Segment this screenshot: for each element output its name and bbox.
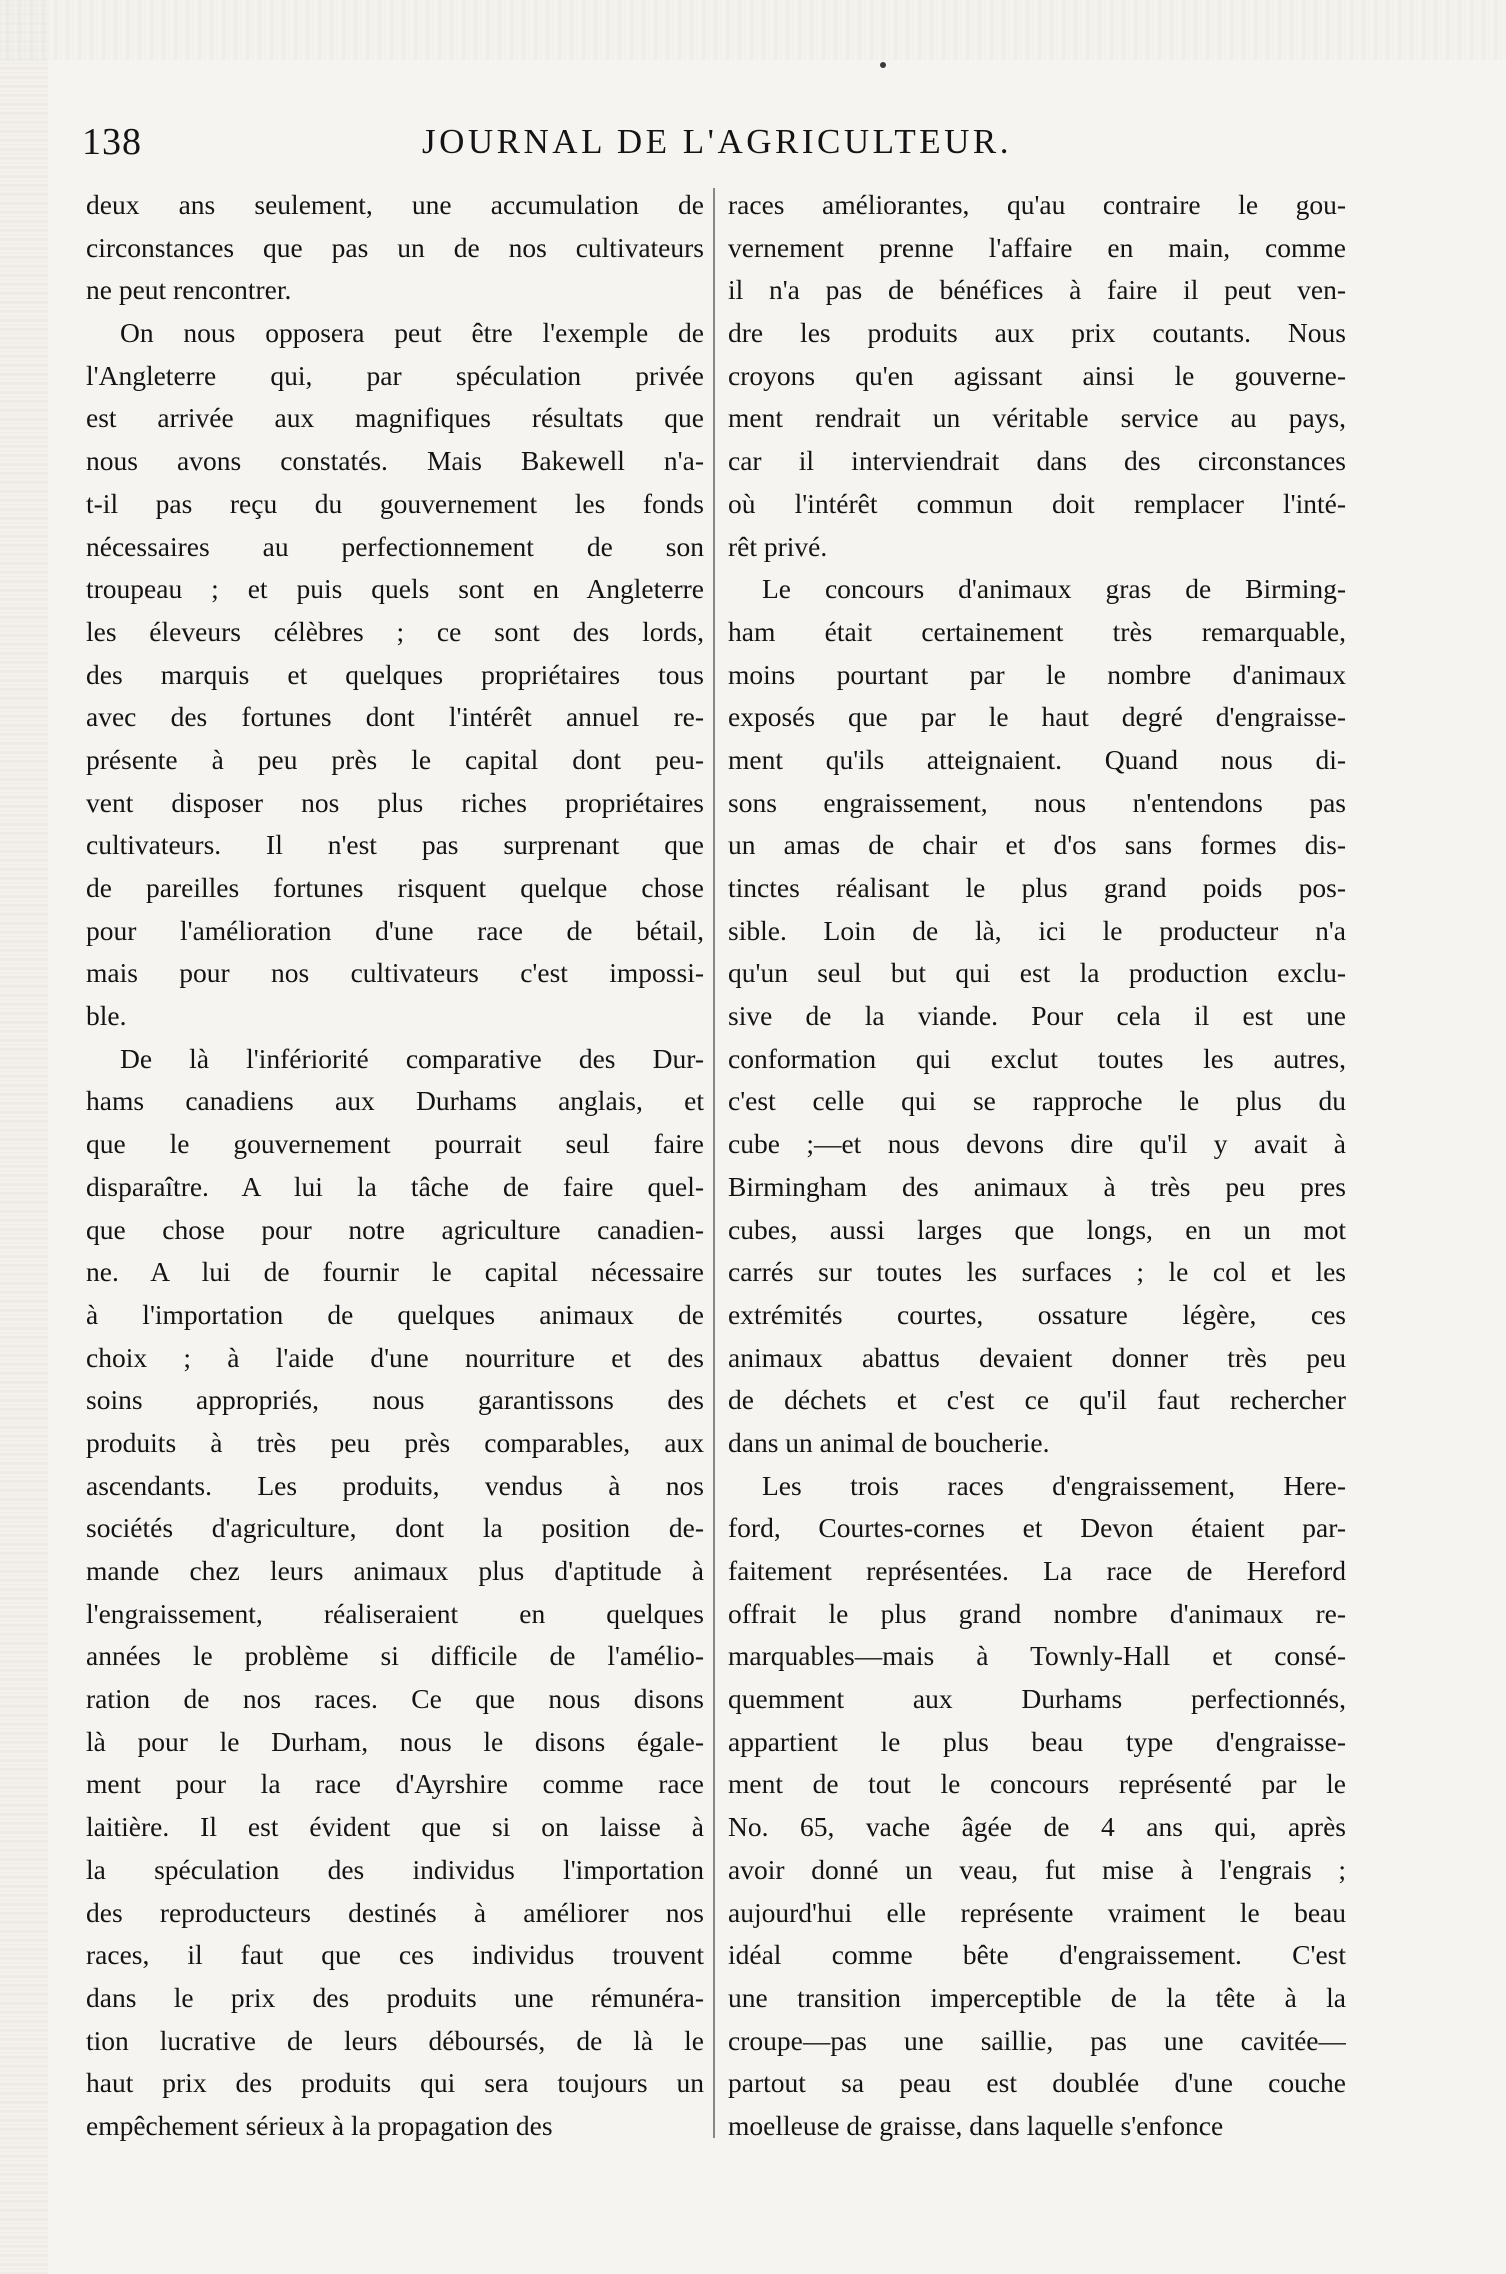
text-line: ascendants. Les produits, vendus à nos [86, 1469, 704, 1501]
column-divider [713, 188, 715, 2138]
left-text-column [86, 184, 704, 2148]
page-header [82, 120, 1352, 170]
text-line: la spéculation des individus l'importation [86, 1853, 704, 1885]
text-line: cubes, aussi larges que longs, en un mot [728, 1213, 1346, 1245]
text-line: laitière. Il est évident que si on laisse à [86, 1811, 704, 1843]
text-line: un amas de chair et d'os sans formes dis- [728, 829, 1346, 861]
text-line: croupe—pas une saillie, pas une cavitée— [728, 2024, 1346, 2056]
text-line: l'engraissement, réaliseraient en quelques [86, 1597, 704, 1629]
text-line: empêchement sérieux à la propagation des [86, 2109, 553, 2141]
text-line: appartient le plus beau type d'engraisse- [728, 1725, 1346, 1757]
text-line: produits à très peu près comparables, aux [86, 1426, 704, 1458]
right-text-column [728, 184, 1346, 2148]
text-line: ment pour la race d'Ayrshire comme race [86, 1768, 704, 1800]
text-line: des reproducteurs destinés à améliorer nos [86, 1896, 704, 1928]
left-edge-scan-noise [0, 0, 48, 2274]
text-line: carrés sur toutes les surfaces ; le col et les [728, 1256, 1346, 1288]
text-line: ne peut rencontrer. [86, 274, 292, 306]
text-line: conformation qui exclut toutes les autres, [728, 1042, 1346, 1074]
text-line: présente à peu près le capital dont peu- [86, 743, 704, 775]
text-line: nous avons constatés. Mais Bakewell n'a- [86, 445, 704, 477]
text-line: années le problème si difficile de l'amélio- [86, 1640, 704, 1672]
text-line: animaux abattus devaient donner très peu [728, 1341, 1346, 1373]
text-line: ration de nos races. Ce que nous disons [86, 1683, 704, 1715]
text-line: l'Angleterre qui, par spéculation privée [86, 359, 704, 391]
text-line: car il interviendrait dans des circonstances [728, 445, 1346, 477]
text-line: il n'a pas de bénéfices à faire il peut ven- [728, 274, 1346, 306]
text-line: ment qu'ils atteignaient. Quand nous di- [728, 743, 1346, 775]
text-line: sons engraissement, nous n'entendons pas [728, 786, 1346, 818]
text-line: races améliorantes, qu'au contraire le gou- [728, 189, 1346, 220]
text-line: avec des fortunes dont l'intérêt annuel re- [86, 701, 704, 733]
text-line: vent disposer nos plus riches propriétaires [86, 786, 704, 818]
text-line: où l'intérêt commun doit remplacer l'inté- [728, 487, 1346, 519]
text-line: pour l'amélioration d'une race de bétail, [86, 914, 704, 946]
text-line: exposés que par le haut degré d'engraisse- [728, 701, 1346, 733]
text-line: offrait le plus grand nombre d'animaux re- [728, 1597, 1346, 1629]
text-line: cultivateurs. Il n'est pas surprenant que [86, 829, 704, 861]
top-edge-scan-noise [0, 0, 1506, 60]
text-line: Le concours d'animaux gras de Birming- [762, 573, 1346, 605]
text-line: quemment aux Durhams perfectionnés, [728, 1683, 1346, 1715]
text-line: No. 65, vache âgée de 4 ans qui, après [728, 1811, 1346, 1843]
text-line: choix ; à l'aide d'une nourriture et des [86, 1341, 704, 1373]
text-line: ment de tout le concours représenté par le [728, 1768, 1346, 1800]
text-line: circonstances que pas un de nos cultivateurs [86, 231, 704, 263]
text-line: marquables—mais à Townly-Hall et consé- [728, 1640, 1346, 1672]
text-line: des marquis et quelques propriétaires tous [86, 658, 704, 690]
text-line: là pour le Durham, nous le disons égale- [86, 1725, 704, 1757]
text-line: ne. A lui de fournir le capital nécessaire [86, 1256, 704, 1288]
text-line: Birmingham des animaux à très peu pres [728, 1170, 1346, 1202]
text-line: t-il pas reçu du gouvernement les fonds [86, 487, 704, 519]
text-line: une transition imperceptible de la tête à la [728, 1981, 1346, 2013]
text-line: soins appropriés, nous garantissons des [86, 1384, 704, 1416]
text-line: moins pourtant par le nombre d'animaux [728, 658, 1346, 690]
text-line: avoir donné un veau, fut mise à l'engrais ; [728, 1853, 1346, 1885]
text-line: rêt privé. [728, 530, 828, 562]
text-line: qu'un seul but qui est la production exclu- [728, 957, 1346, 989]
text-line: hams canadiens aux Durhams anglais, et [86, 1085, 704, 1117]
text-line: races, il faut que ces individus trouvent [86, 1939, 704, 1971]
text-line: mais pour nos cultivateurs c'est impossi- [86, 957, 704, 989]
text-line: mande chez leurs animaux plus d'aptitude à [86, 1555, 704, 1586]
text-line: que chose pour notre agriculture canadien- [86, 1213, 704, 1245]
text-line: c'est celle qui se rapproche le plus du [728, 1085, 1346, 1117]
text-line: extrémités courtes, ossature légère, ces [728, 1298, 1346, 1330]
text-line: que le gouvernement pourrait seul faire [86, 1128, 704, 1160]
text-line: partout sa peau est doublée d'une couche [728, 2067, 1346, 2099]
text-line: moelleuse de graisse, dans laquelle s'enfonce [728, 2109, 1224, 2141]
text-line: les éleveurs célèbres ; ce sont des lords, [86, 615, 704, 647]
text-line: sociétés d'agriculture, dont la position de- [86, 1512, 704, 1544]
text-line: ment rendrait un véritable service au pays, [728, 402, 1346, 434]
text-line: à l'importation de quelques animaux de [86, 1298, 704, 1330]
text-line: vernement prenne l'affaire en main, comme [728, 231, 1346, 263]
text-line: dre les produits aux prix coutants. Nous [728, 317, 1346, 349]
ink-speck [880, 62, 886, 68]
text-line: sive de la viande. Pour cela il est une [728, 1000, 1346, 1032]
text-line: aujourd'hui elle représente vraiment le beau [728, 1896, 1346, 1928]
text-line: ford, Courtes-cornes et Devon étaient par- [728, 1512, 1346, 1544]
text-line: sible. Loin de là, ici le producteur n'a [728, 914, 1346, 946]
text-line: croyons qu'en agissant ainsi le gouverne- [728, 359, 1346, 391]
text-line: tion lucrative de leurs déboursés, de là le [86, 2024, 704, 2056]
text-line: haut prix des produits qui sera toujours un [86, 2067, 704, 2099]
text-line: dans un animal de boucherie. [728, 1426, 1050, 1458]
text-line: faitement représentées. La race de Hereford [728, 1555, 1346, 1586]
running-title: JOURNAL DE L'AGRICULTEUR. [422, 122, 1012, 161]
text-line: disparaître. A lui la tâche de faire quel- [86, 1170, 704, 1202]
text-line: troupeau ; et puis quels sont en Angleterre [86, 573, 704, 605]
text-line: Les trois races d'engraissement, Here- [762, 1469, 1346, 1501]
text-line: ble. [86, 1000, 127, 1032]
text-line: nécessaires au perfectionnement de son [86, 530, 704, 562]
text-line: On nous opposera peut être l'exemple de [120, 317, 704, 349]
text-line: est arrivée aux magnifiques résultats que [86, 402, 704, 434]
text-line: tinctes réalisant le plus grand poids pos- [728, 872, 1346, 903]
text-line: de pareilles fortunes risquent quelque chose [86, 872, 704, 903]
text-line: ham était certainement très remarquable, [728, 615, 1346, 647]
text-line: dans le prix des produits une rémunéra- [86, 1981, 704, 2013]
text-line: cube ;—et nous devons dire qu'il y avait à [728, 1128, 1346, 1160]
text-line: de déchets et c'est ce qu'il faut rechercher [728, 1384, 1346, 1416]
text-line: deux ans seulement, une accumulation de [86, 189, 704, 220]
text-line: idéal comme bête d'engraissement. C'est [728, 1939, 1346, 1971]
text-line: De là l'infériorité comparative des Dur- [120, 1042, 704, 1074]
page-number: 138 [82, 121, 142, 163]
